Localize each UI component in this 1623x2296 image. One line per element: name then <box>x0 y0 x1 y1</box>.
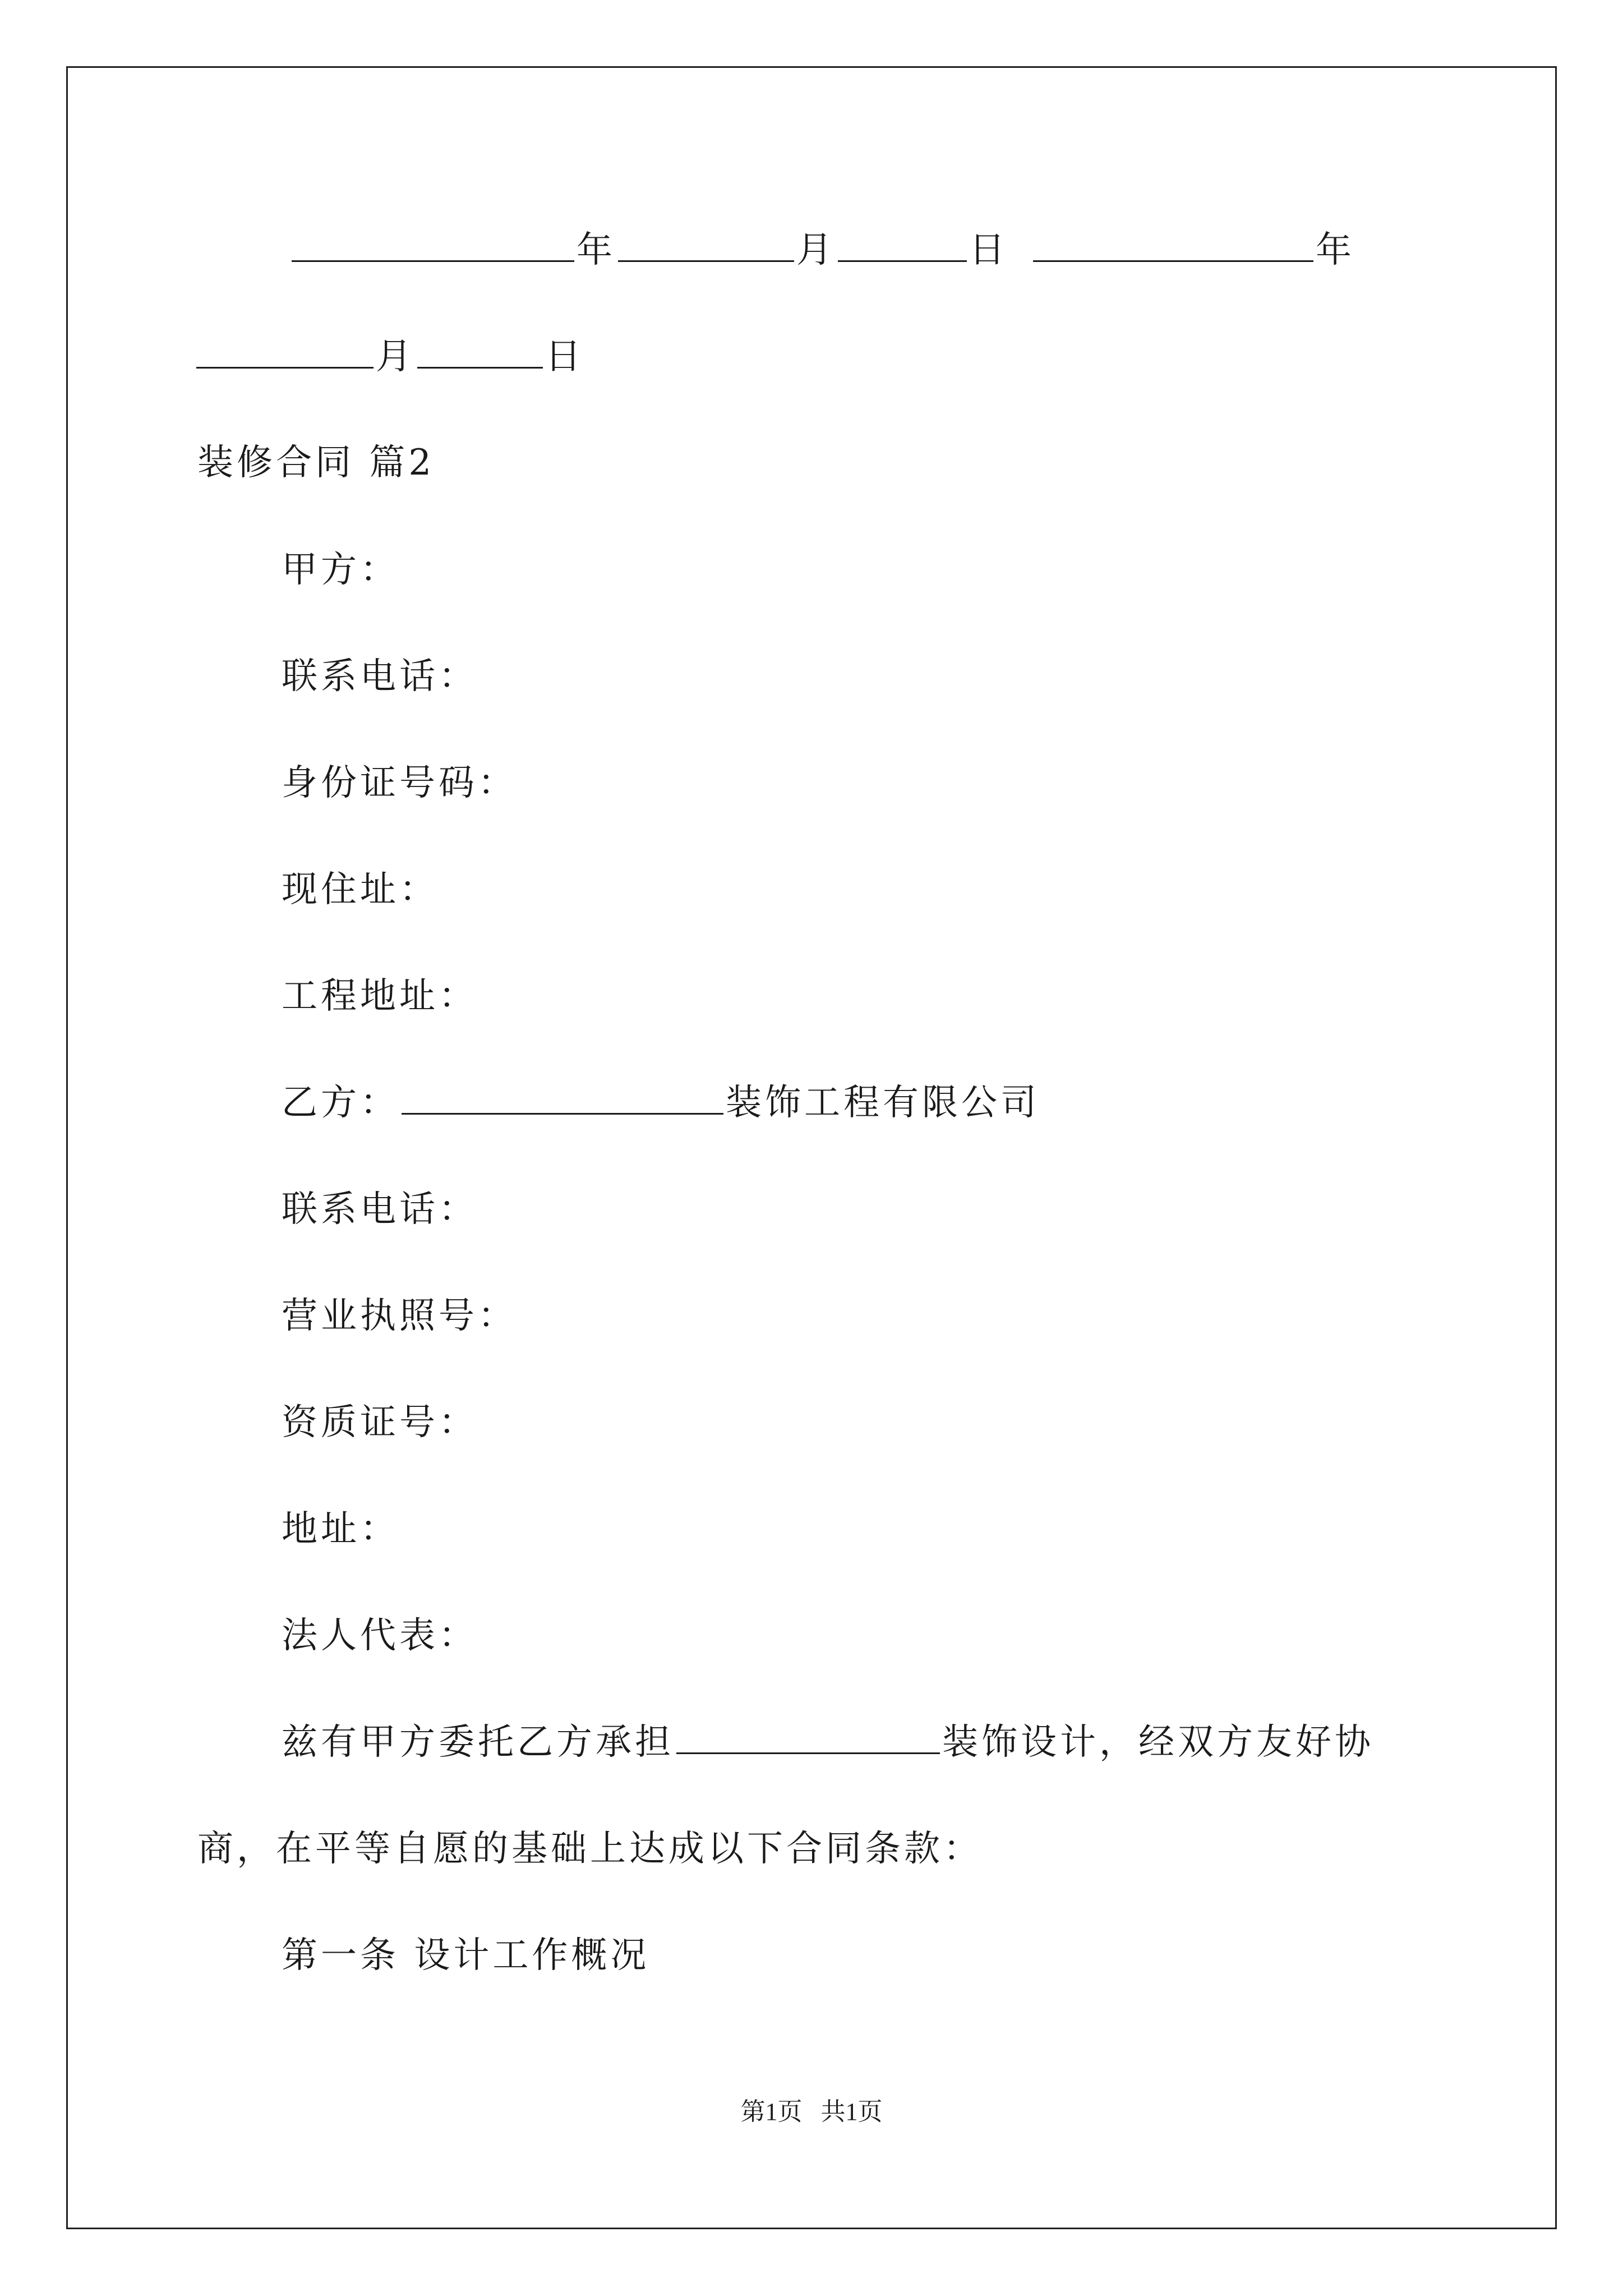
company-name-blank <box>402 1080 723 1115</box>
day-blank <box>838 228 967 262</box>
project-address-label: 工程地址： <box>282 976 478 1017</box>
date-line-2 <box>196 334 584 379</box>
party-b-phone-label: 联系电话： <box>282 1189 478 1230</box>
day-blank <box>417 334 543 369</box>
month-blank <box>618 228 794 262</box>
party-a-id-label: 身份证号码： <box>282 762 517 804</box>
qualification-label: 资质证号： <box>282 1402 478 1443</box>
month-label: 月 <box>376 336 415 378</box>
business-license-label: 营业执照号： <box>282 1295 517 1337</box>
company-suffix: 装饰工程有限公司 <box>726 1082 1040 1124</box>
party-a-address-label: 现住址： <box>282 869 439 910</box>
intro-part-1: 兹有甲方委托乙方承担 <box>282 1722 674 1763</box>
page-footer: 第1页 共1页 <box>740 2098 883 2125</box>
party-b-line <box>282 1080 1040 1125</box>
party-b-label: 乙方： <box>282 1082 399 1124</box>
month-label: 月 <box>796 229 836 271</box>
year-label: 年 <box>1316 229 1355 271</box>
party-a-phone-label: 联系电话： <box>282 656 478 697</box>
intro-line-1 <box>282 1720 1374 1765</box>
date-line-1 <box>289 228 1355 273</box>
intro-line-2: 商，在平等自愿的基础上达成以下合同条款： <box>197 1828 983 1870</box>
year-label: 年 <box>577 229 616 271</box>
day-label: 日 <box>545 336 584 378</box>
party-a-label: 甲方： <box>282 549 399 591</box>
article-1-heading: 第一条 设计工作概况 <box>282 1935 650 1976</box>
design-project-blank <box>676 1720 940 1754</box>
intro-part-2: 装饰设计，经双方友好协 <box>942 1722 1374 1763</box>
section-heading: 装修合同 篇2 <box>197 442 435 484</box>
year-blank <box>1033 228 1313 262</box>
party-b-address-label: 地址： <box>282 1508 399 1550</box>
page-border <box>66 66 1557 2229</box>
day-label: 日 <box>969 229 1008 271</box>
year-blank <box>292 228 574 262</box>
legal-rep-label: 法人代表： <box>282 1615 478 1657</box>
month-blank <box>196 334 374 369</box>
